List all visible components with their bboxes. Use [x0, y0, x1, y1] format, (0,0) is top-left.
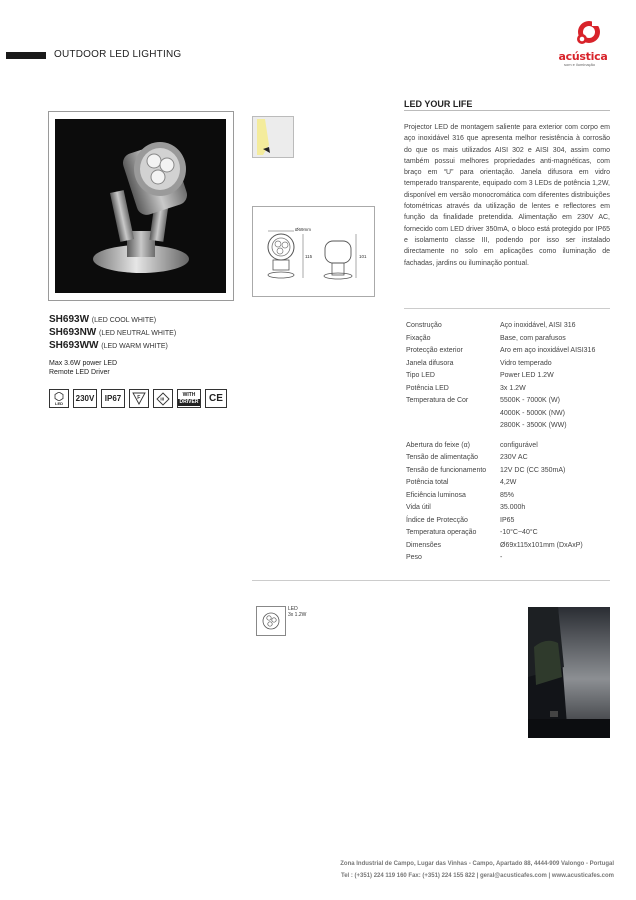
spec-row: Eficiência luminosa 85%: [406, 491, 515, 499]
application-photo: [528, 607, 610, 738]
header-title: OUTDOOR LED LIGHTING: [54, 49, 182, 60]
diameter-label: Ø69mm: [295, 227, 312, 232]
spec-table: [406, 320, 616, 565]
spec-row: Potência total 4,2W: [406, 479, 517, 486]
spec-row: Tensão de alimentação 230V AC: [406, 454, 528, 461]
section-divider: [404, 110, 610, 111]
product-photo: [55, 119, 226, 293]
spec-row: Dimensões Ø69x115x101mm (DxAxP): [406, 541, 583, 549]
spec-row: Construção Aço inoxidável, AISI 316: [406, 322, 576, 329]
ce-mark-icon: CE: [205, 389, 227, 408]
product-photo-frame: [48, 111, 234, 301]
voltage-icon: 230V: [73, 389, 97, 408]
feature-item: Max 3.6W power LED: [49, 360, 118, 367]
model-item: SH693WW (LED WARM WHITE): [49, 340, 168, 351]
feature-item: Remote LED Driver: [49, 369, 110, 376]
class-iii-icon: [153, 389, 173, 408]
ip-rating-icon: IP67: [101, 389, 125, 408]
dimension-drawing: [252, 206, 375, 297]
spec-row: Vida útil 35.000h: [406, 504, 526, 511]
feature-list: [49, 359, 117, 377]
spec-row: Abertura do feixe (α) configurável: [406, 441, 538, 449]
spec-row: Janela difusora Vidro temperado: [406, 359, 552, 367]
product-description: Projector LED de montagem saliente para exterior com corpo em aço inoxidável 316 que apresenta melhor resistência à corrosão do que os mais utilizados AISI 302 e AISI 304, assim como também possui melhores propriedades anti-magnéticas, com braço em “U” para orientação. Janela difusora em vidro temperado transparente, equipado com 3 LEDs de potência 1,2W, disponível em versão monocromática com diferentes distribuições fotométricas através da utilização de lentes e reflectores em função da finalidade pretendida. Alimentação em 230V AC, fornecido com LED driver 350mA, o bloco está protegido por IP65 e isolamento classe III, podendo por isso ser instalado directamente no solo em aplicações como iluminação de fachadas, jardins ou iluminação pontual.: [404, 124, 610, 267]
spec-row: Fixação Base, com parafusos: [406, 334, 566, 342]
spec-row: Peso -: [406, 554, 503, 561]
brand-logo: [548, 16, 618, 68]
spec-row: Temperatura operação -10°C~40°C: [406, 529, 538, 536]
led-icon: LED: [49, 389, 69, 408]
svg-text:III: III: [160, 396, 165, 402]
spec-row: Potência LED 3x 1.2W: [406, 384, 526, 392]
divider: [404, 308, 610, 309]
model-item: SH693NW (LED NEUTRAL WHITE): [49, 327, 177, 338]
depth-label: 101: [359, 254, 367, 259]
spec-row: Tensão de funcionamento 12V DC (CC 350mA): [406, 466, 566, 474]
footer-address: Zona Industrial de Campo, Lugar das Vinhas - Campo, Apartado 88, 4444-909 Valongo - Portugal: [340, 861, 614, 867]
section-title: LED YOUR LIFE: [404, 99, 473, 109]
model-list: [49, 314, 176, 353]
svg-text:F: F: [137, 395, 141, 401]
spec-row: Índice de Protecção IP65: [406, 516, 515, 524]
f-mark-icon: [129, 389, 149, 408]
spec-row: Tipo LED Power LED 1.2W: [406, 372, 554, 379]
led-config-label: LED 3x 1.2W: [288, 606, 307, 618]
spec-row: Temperatura de Cor 5500K - 7000K (W): [406, 397, 560, 404]
led-config-icon: [256, 606, 286, 636]
height-label: 115: [305, 254, 313, 259]
with-driver-icon: WITH DRIVER: [177, 389, 201, 408]
brand-name: acústica: [558, 50, 608, 63]
spec-row: Protecção exterior Aro em aço inoxidável AISI316: [406, 347, 596, 354]
model-item: SH693W (LED COOL WHITE): [49, 314, 157, 325]
spec-row: 4000K - 5000K (NW): [500, 409, 565, 417]
footer-contacts: Tel : (+351) 224 119 160 Fax: (+351) 224 155 822 | geral@acusticafes.com | www.acusticafes.com: [340, 873, 614, 879]
brand-tagline: som e iluminação: [564, 62, 596, 67]
beam-diagram: [252, 116, 294, 158]
divider: [252, 580, 610, 581]
header-bar: [6, 52, 46, 59]
logo-mark-icon: [548, 16, 618, 52]
spec-row: 2800K - 3500K (WW): [500, 422, 567, 429]
